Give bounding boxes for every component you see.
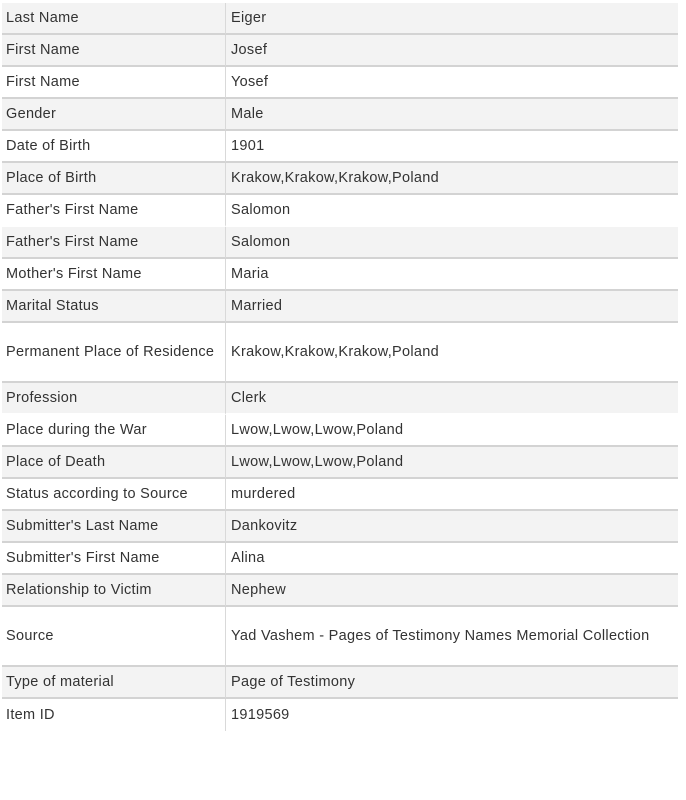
table-row (2, 447, 678, 479)
row-label: Last Name (2, 3, 226, 35)
table-row (2, 699, 678, 731)
table-row (2, 35, 678, 67)
row-label: Place of Birth (2, 163, 226, 195)
table-row (2, 383, 678, 415)
row-label: First Name (2, 67, 226, 99)
row-label: Status according to Source (2, 479, 226, 511)
row-value: Nephew (226, 575, 678, 607)
table-row (2, 163, 678, 195)
row-value: Married (226, 291, 678, 323)
table-row (2, 195, 678, 227)
table-row (2, 479, 678, 511)
row-label: Father's First Name (2, 227, 226, 259)
row-value: murdered (226, 479, 678, 511)
row-label: Place of Death (2, 447, 226, 479)
table-row (2, 291, 678, 323)
table-row (2, 323, 678, 383)
row-label: Profession (2, 383, 226, 415)
row-label: Submitter's Last Name (2, 511, 226, 543)
row-value: Maria (226, 259, 678, 291)
table-row (2, 575, 678, 607)
row-label: Item ID (2, 699, 226, 731)
row-value: Lwow,Lwow,Lwow,Poland (226, 415, 678, 447)
table-row (2, 131, 678, 163)
row-label: Submitter's First Name (2, 543, 226, 575)
table-row (2, 99, 678, 131)
row-value: Alina (226, 543, 678, 575)
row-value: Yosef (226, 67, 678, 99)
table-row (2, 415, 678, 447)
row-value: Lwow,Lwow,Lwow,Poland (226, 447, 678, 479)
row-label: Date of Birth (2, 131, 226, 163)
row-value: Salomon (226, 227, 678, 259)
row-value: 1919569 (231, 707, 290, 723)
row-value: 1901 (226, 131, 678, 163)
row-label: Mother's First Name (2, 259, 226, 291)
table-row (2, 227, 678, 259)
row-value: Eiger (226, 3, 678, 35)
victim-record-table (2, 3, 678, 731)
row-label: Source (2, 607, 226, 667)
table-row (2, 67, 678, 99)
table-row (2, 259, 678, 291)
table-row (2, 667, 678, 699)
row-value: Dankovitz (226, 511, 678, 543)
row-value: Josef (226, 35, 678, 67)
row-label: Father's First Name (2, 195, 226, 227)
table-row (2, 543, 678, 575)
row-label: Permanent Place of Residence (2, 323, 226, 383)
row-value: Salomon (226, 195, 678, 227)
table-row (2, 607, 678, 667)
row-label: Relationship to Victim (2, 575, 226, 607)
row-value: Clerk (226, 383, 678, 415)
row-value: Krakow,Krakow,Krakow,Poland (226, 323, 678, 383)
row-value: Male (226, 99, 678, 131)
row-label: Type of material (2, 667, 226, 699)
row-value: Krakow,Krakow,Krakow,Poland (226, 163, 678, 195)
row-label: First Name (2, 35, 226, 67)
row-label: Marital Status (2, 291, 226, 323)
row-label: Place during the War (2, 415, 226, 447)
row-value: Page of Testimony (226, 667, 678, 699)
table-row (2, 511, 678, 543)
table-row (2, 3, 678, 35)
row-value: Yad Vashem - Pages of Testimony Names Memorial Collection (226, 607, 678, 667)
row-label: Gender (2, 99, 226, 131)
